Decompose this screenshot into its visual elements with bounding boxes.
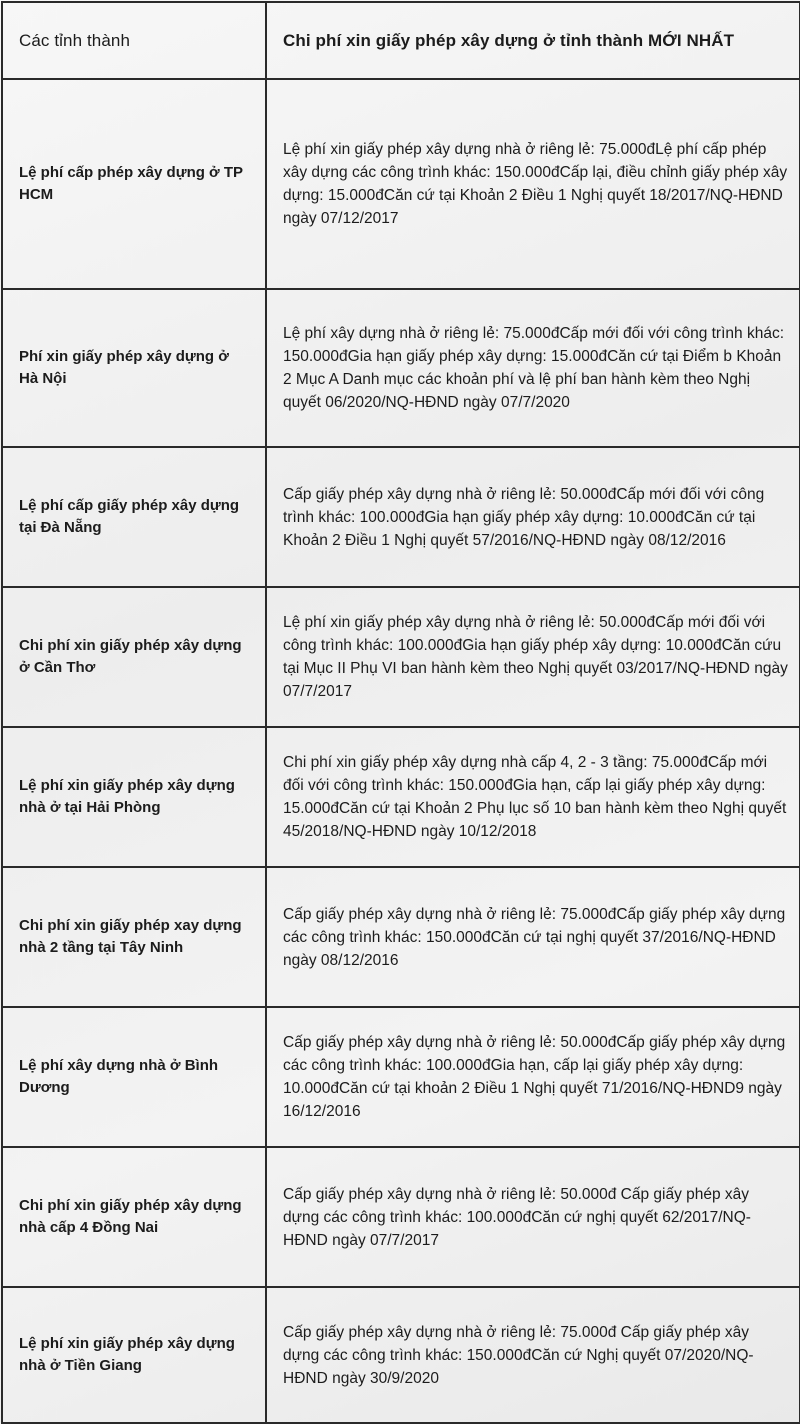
table-row [2,867,800,1007]
cost-cell: Cấp giấy phép xây dựng nhà ở riêng lẻ: 50.000đ Cấp giấy phép xây dựng các công trình khác: 100.000đCăn cứ nghị quyết 62/2017/NQ-HĐND ngày 07/7/2017 [266,1147,800,1287]
table-row [2,587,800,727]
table-row [2,727,800,867]
table-row [2,79,800,289]
province-cell: Lệ phí cấp giấy phép xây dựng tại Đà Nẵng [2,447,266,587]
province-cell: Lệ phí cấp phép xây dựng ở TP HCM [2,79,266,289]
cost-cell: Cấp giấy phép xây dựng nhà ở riêng lẻ: 75.000đCấp giấy phép xây dựng các công trình khác: 150.000đCăn cứ tại nghị quyết 37/2016/NQ-HĐND ngày 08/12/2016 [266,867,800,1007]
fee-table [1,1,800,1424]
province-cell: Chi phí xin giấy phép xây dựng nhà cấp 4 Đồng Nai [2,1147,266,1287]
province-cell: Lệ phí xin giấy phép xây dựng nhà ở Tiền Giang [2,1287,266,1423]
province-cell: Chi phí xin giấy phép xay dựng nhà 2 tầng tại Tây Ninh [2,867,266,1007]
province-cell: Lệ phí xây dựng nhà ở Bình Dương [2,1007,266,1147]
cost-cell: Lệ phí xây dựng nhà ở riêng lẻ: 75.000đCấp mới đối với công trình khác: 150.000đGia hạn giấy phép xây dựng: 15.000đCăn cứ tại Điểm b Khoản 2 Mục A Danh mục các khoản phí và lệ phí ban hành kèm theo Nghị quyết 06/2020/NQ-HĐND ngày 07/7/2020 [266,289,800,447]
cost-cell: Chi phí xin giấy phép xây dựng nhà cấp 4, 2 - 3 tầng: 75.000đCấp mới đối với công trình khác: 150.000đGia hạn, cấp lại giấy phép xây dựng: 15.000đCăn cứ tại Khoản 2 Phụ lục số 10 ban hành kèm theo Nghị quyết 45/2018/NQ-HĐND ngày 10/12/2018 [266,727,800,867]
table-row [2,1287,800,1423]
cost-cell: Lệ phí xin giấy phép xây dựng nhà ở riêng lẻ: 50.000đCấp mới đối với công trình khác: 100.000đGia hạn giấy phép xây dựng: 10.000đCăn cứu tại Mục II Phụ VI ban hành kèm theo Nghị quyết 03/2017/NQ-HĐND ngày 07/7/2017 [266,587,800,727]
province-cell: Phí xin giấy phép xây dựng ở Hà Nội [2,289,266,447]
cost-cell: Cấp giấy phép xây dựng nhà ở riêng lẻ: 75.000đ Cấp giấy phép xây dựng các công trình khác: 150.000đCăn cứ Nghị quyết 07/2020/NQ-HĐND ngày 30/9/2020 [266,1287,800,1423]
table-row [2,447,800,587]
cost-cell: Lệ phí xin giấy phép xây dựng nhà ở riêng lẻ: 75.000đLệ phí cấp phép xây dựng các công trình khác: 150.000đCấp lại, điều chỉnh giấy phép xây dựng: 15.000đCăn cứ tại Khoản 2 Điều 1 Nghị quyết 18/2017/NQ-HĐND ngày 07/12/2017 [266,79,800,289]
table-row [2,1147,800,1287]
table-row [2,289,800,447]
province-cell: Lệ phí xin giấy phép xây dựng nhà ở tại Hải Phòng [2,727,266,867]
province-cell: Chi phí xin giấy phép xây dựng ở Cần Thơ [2,587,266,727]
header-cost: Chi phí xin giấy phép xây dựng ở tỉnh thành MỚI NHẤT [266,2,800,79]
header-province: Các tỉnh thành [2,2,266,79]
table-header-row [2,2,800,79]
cost-cell: Cấp giấy phép xây dựng nhà ở riêng lẻ: 50.000đCấp giấy phép xây dựng các công trình khác: 100.000đGia hạn, cấp lại giấy phép xây dựng: 10.000đCăn cứ tại khoản 2 Điều 1 Nghị quyết 71/2016/NQ-HĐND9 ngày 16/12/2016 [266,1007,800,1147]
table-row [2,1007,800,1147]
cost-cell: Cấp giấy phép xây dựng nhà ở riêng lẻ: 50.000đCấp mới đối với công trình khác: 100.000đGia hạn giấy phép xây dựng: 10.000đCăn cứ tại Khoản 2 Điều 1 Nghị quyết 57/2016/NQ-HĐND ngày 08/12/2016 [266,447,800,587]
